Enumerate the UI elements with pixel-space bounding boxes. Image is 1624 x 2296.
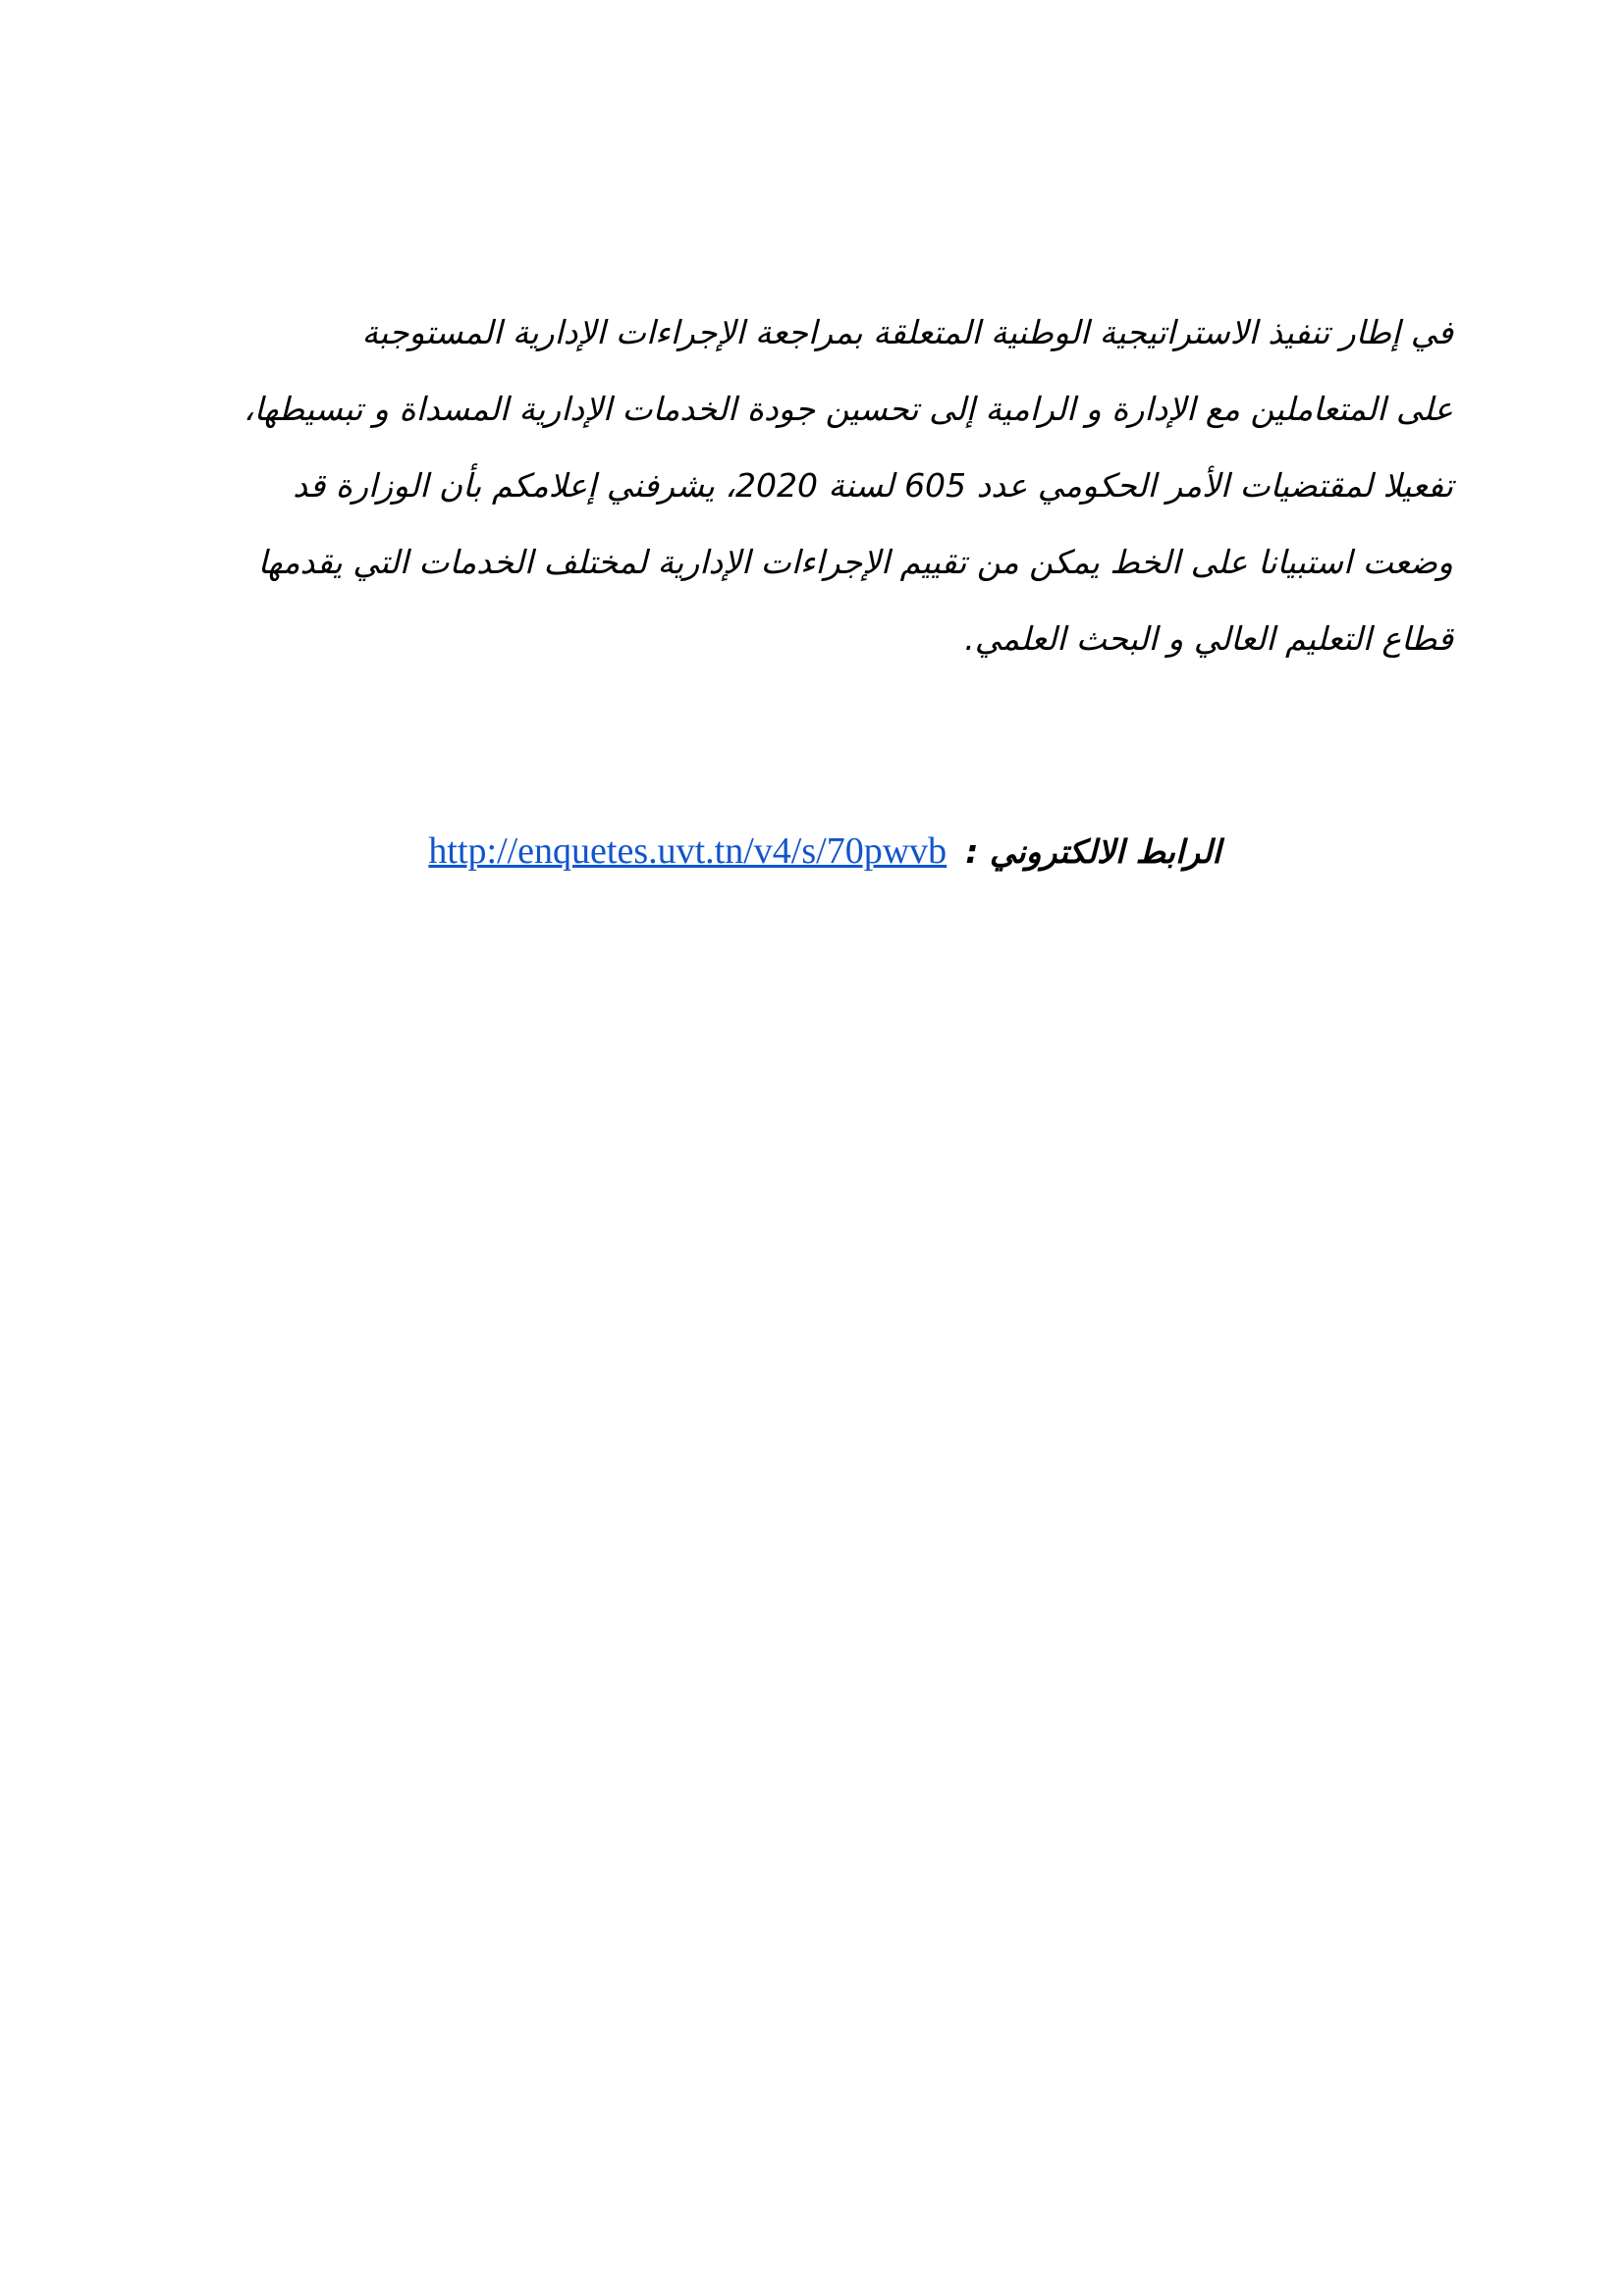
link-row bbox=[196, 829, 1453, 873]
paragraph-line-1: في إطار تنفيذ الاستراتيجية الوطنية المتعلقة بمراجعة الإجراءات الإدارية المستوجبة bbox=[361, 313, 1453, 351]
link-label: الرابط الالكتروني : bbox=[965, 832, 1221, 871]
paragraph-line-3: تفعيلا لمقتضيات الأمر الحكومي عدد 605 لسنة 2020، يشرفني إعلامكم بأن الوزارة قد bbox=[293, 466, 1453, 505]
body-paragraph bbox=[196, 294, 1453, 677]
paragraph-line-4: وضعت استبيانا على الخط يمكن من تقييم الإجراءات الإدارية لمختلف الخدمات التي يقدمها bbox=[257, 543, 1453, 581]
paragraph-line-2: على المتعاملين مع الإدارة و الرامية إلى تحسين جودة الخدمات الإدارية المسداة و تبسيطها، bbox=[243, 390, 1453, 428]
paragraph-line-5: قطاع التعليم العالي و البحث العلمي. bbox=[964, 619, 1453, 658]
survey-link[interactable]: http://enquetes.uvt.tn/v4/s/70pwvb bbox=[428, 830, 947, 872]
